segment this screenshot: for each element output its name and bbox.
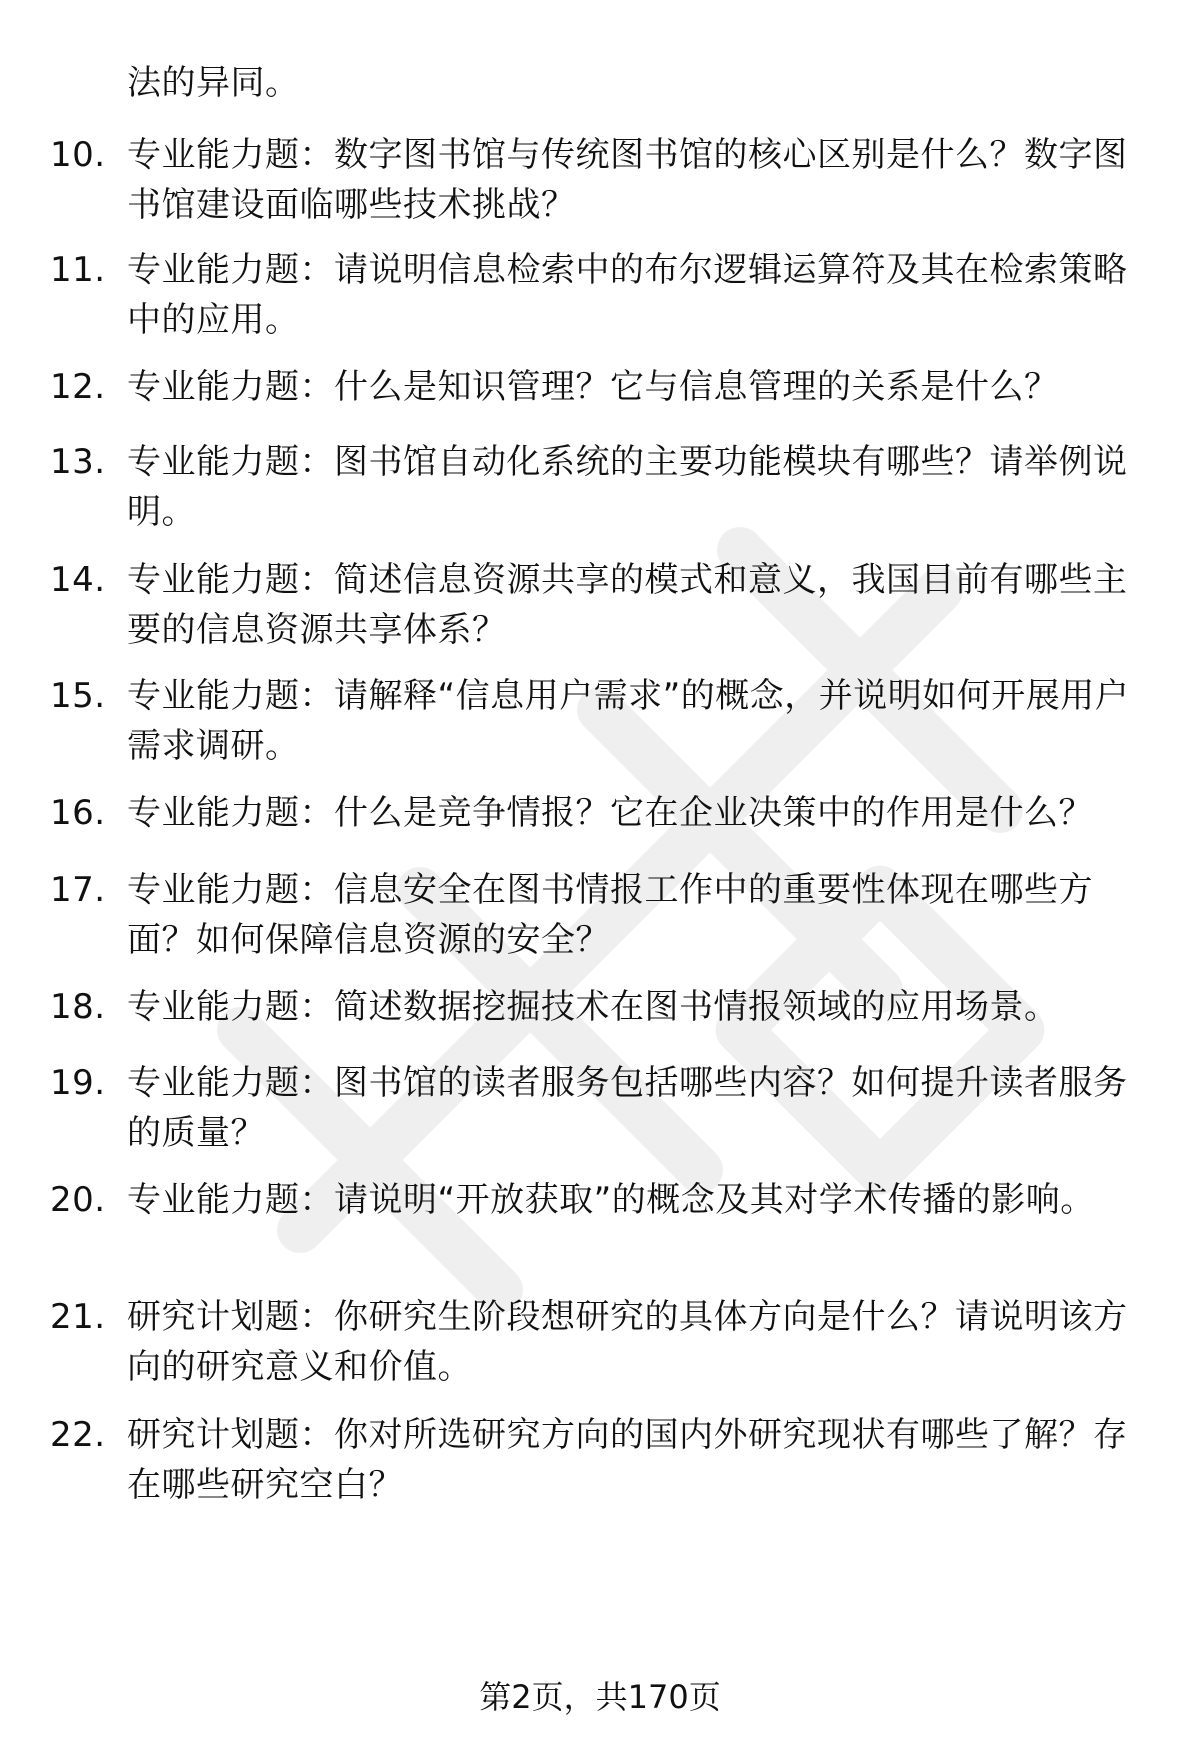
list-item — [50, 437, 1150, 537]
list-item — [50, 1175, 1150, 1225]
list-item — [50, 245, 1150, 345]
item-text: 专业能力题：图书馆自动化系统的主要功能模块有哪些？请举例说明。 — [127, 442, 1128, 532]
list-item — [50, 130, 1150, 230]
list-item — [50, 555, 1150, 655]
list-item — [50, 1410, 1150, 1510]
item-text: 专业能力题：请说明信息检索中的布尔逻辑运算符及其在检索策略中的应用。 — [127, 250, 1128, 340]
item-text: 专业能力题：简述数据挖掘技术在图书情报领域的应用场景。 — [127, 987, 1059, 1027]
item-text: 专业能力题：请解释“信息用户需求”的概念，并说明如何开展用户需求调研。 — [127, 676, 1130, 766]
item-number: 21. — [50, 1297, 106, 1337]
list-item — [50, 1292, 1150, 1392]
item-text: 专业能力题：信息安全在图书情报工作中的重要性体现在哪些方面？如何保障信息资源的安全？ — [127, 870, 1093, 960]
continuation-line: 法的异同。 — [127, 63, 300, 103]
list-item — [50, 982, 1150, 1032]
item-text: 专业能力题：请说明“开放获取”的概念及其对学术传播的影响。 — [127, 1180, 1095, 1220]
item-number: 12. — [50, 367, 106, 407]
list-item — [50, 1058, 1150, 1158]
item-number: 19. — [50, 1063, 106, 1103]
list-item — [50, 865, 1150, 965]
list-item — [50, 788, 1150, 838]
item-number: 10. — [50, 135, 106, 175]
item-number: 14. — [50, 560, 106, 600]
item-text: 专业能力题：什么是竞争情报？它在企业决策中的作用是什么？ — [127, 793, 1093, 833]
item-text: 研究计划题：你对所选研究方向的国内外研究现状有哪些了解？存在哪些研究空白？ — [127, 1415, 1128, 1505]
list-item — [50, 362, 1150, 412]
item-number: 20. — [50, 1180, 106, 1220]
page-number-footer: 第2页，共170页 — [479, 1678, 721, 1716]
item-text: 研究计划题：你研究生阶段想研究的具体方向是什么？请说明该方向的研究意义和价值。 — [127, 1297, 1128, 1387]
item-number: 13. — [50, 442, 106, 482]
item-number: 15. — [50, 676, 106, 716]
item-number: 11. — [50, 250, 106, 290]
item-text: 专业能力题：什么是知识管理？它与信息管理的关系是什么？ — [127, 367, 1059, 407]
item-text: 专业能力题：图书馆的读者服务包括哪些内容？如何提升读者服务的质量？ — [127, 1063, 1128, 1153]
item-number: 18. — [50, 987, 106, 1027]
item-text: 专业能力题：简述信息资源共享的模式和意义，我国目前有哪些主要的信息资源共享体系？ — [127, 560, 1128, 650]
item-number: 22. — [50, 1415, 106, 1455]
item-number: 17. — [50, 870, 106, 910]
item-text: 专业能力题：数字图书馆与传统图书馆的核心区别是什么？数字图书馆建设面临哪些技术挑战？ — [127, 135, 1128, 225]
item-number: 16. — [50, 793, 106, 833]
list-item — [50, 671, 1150, 771]
